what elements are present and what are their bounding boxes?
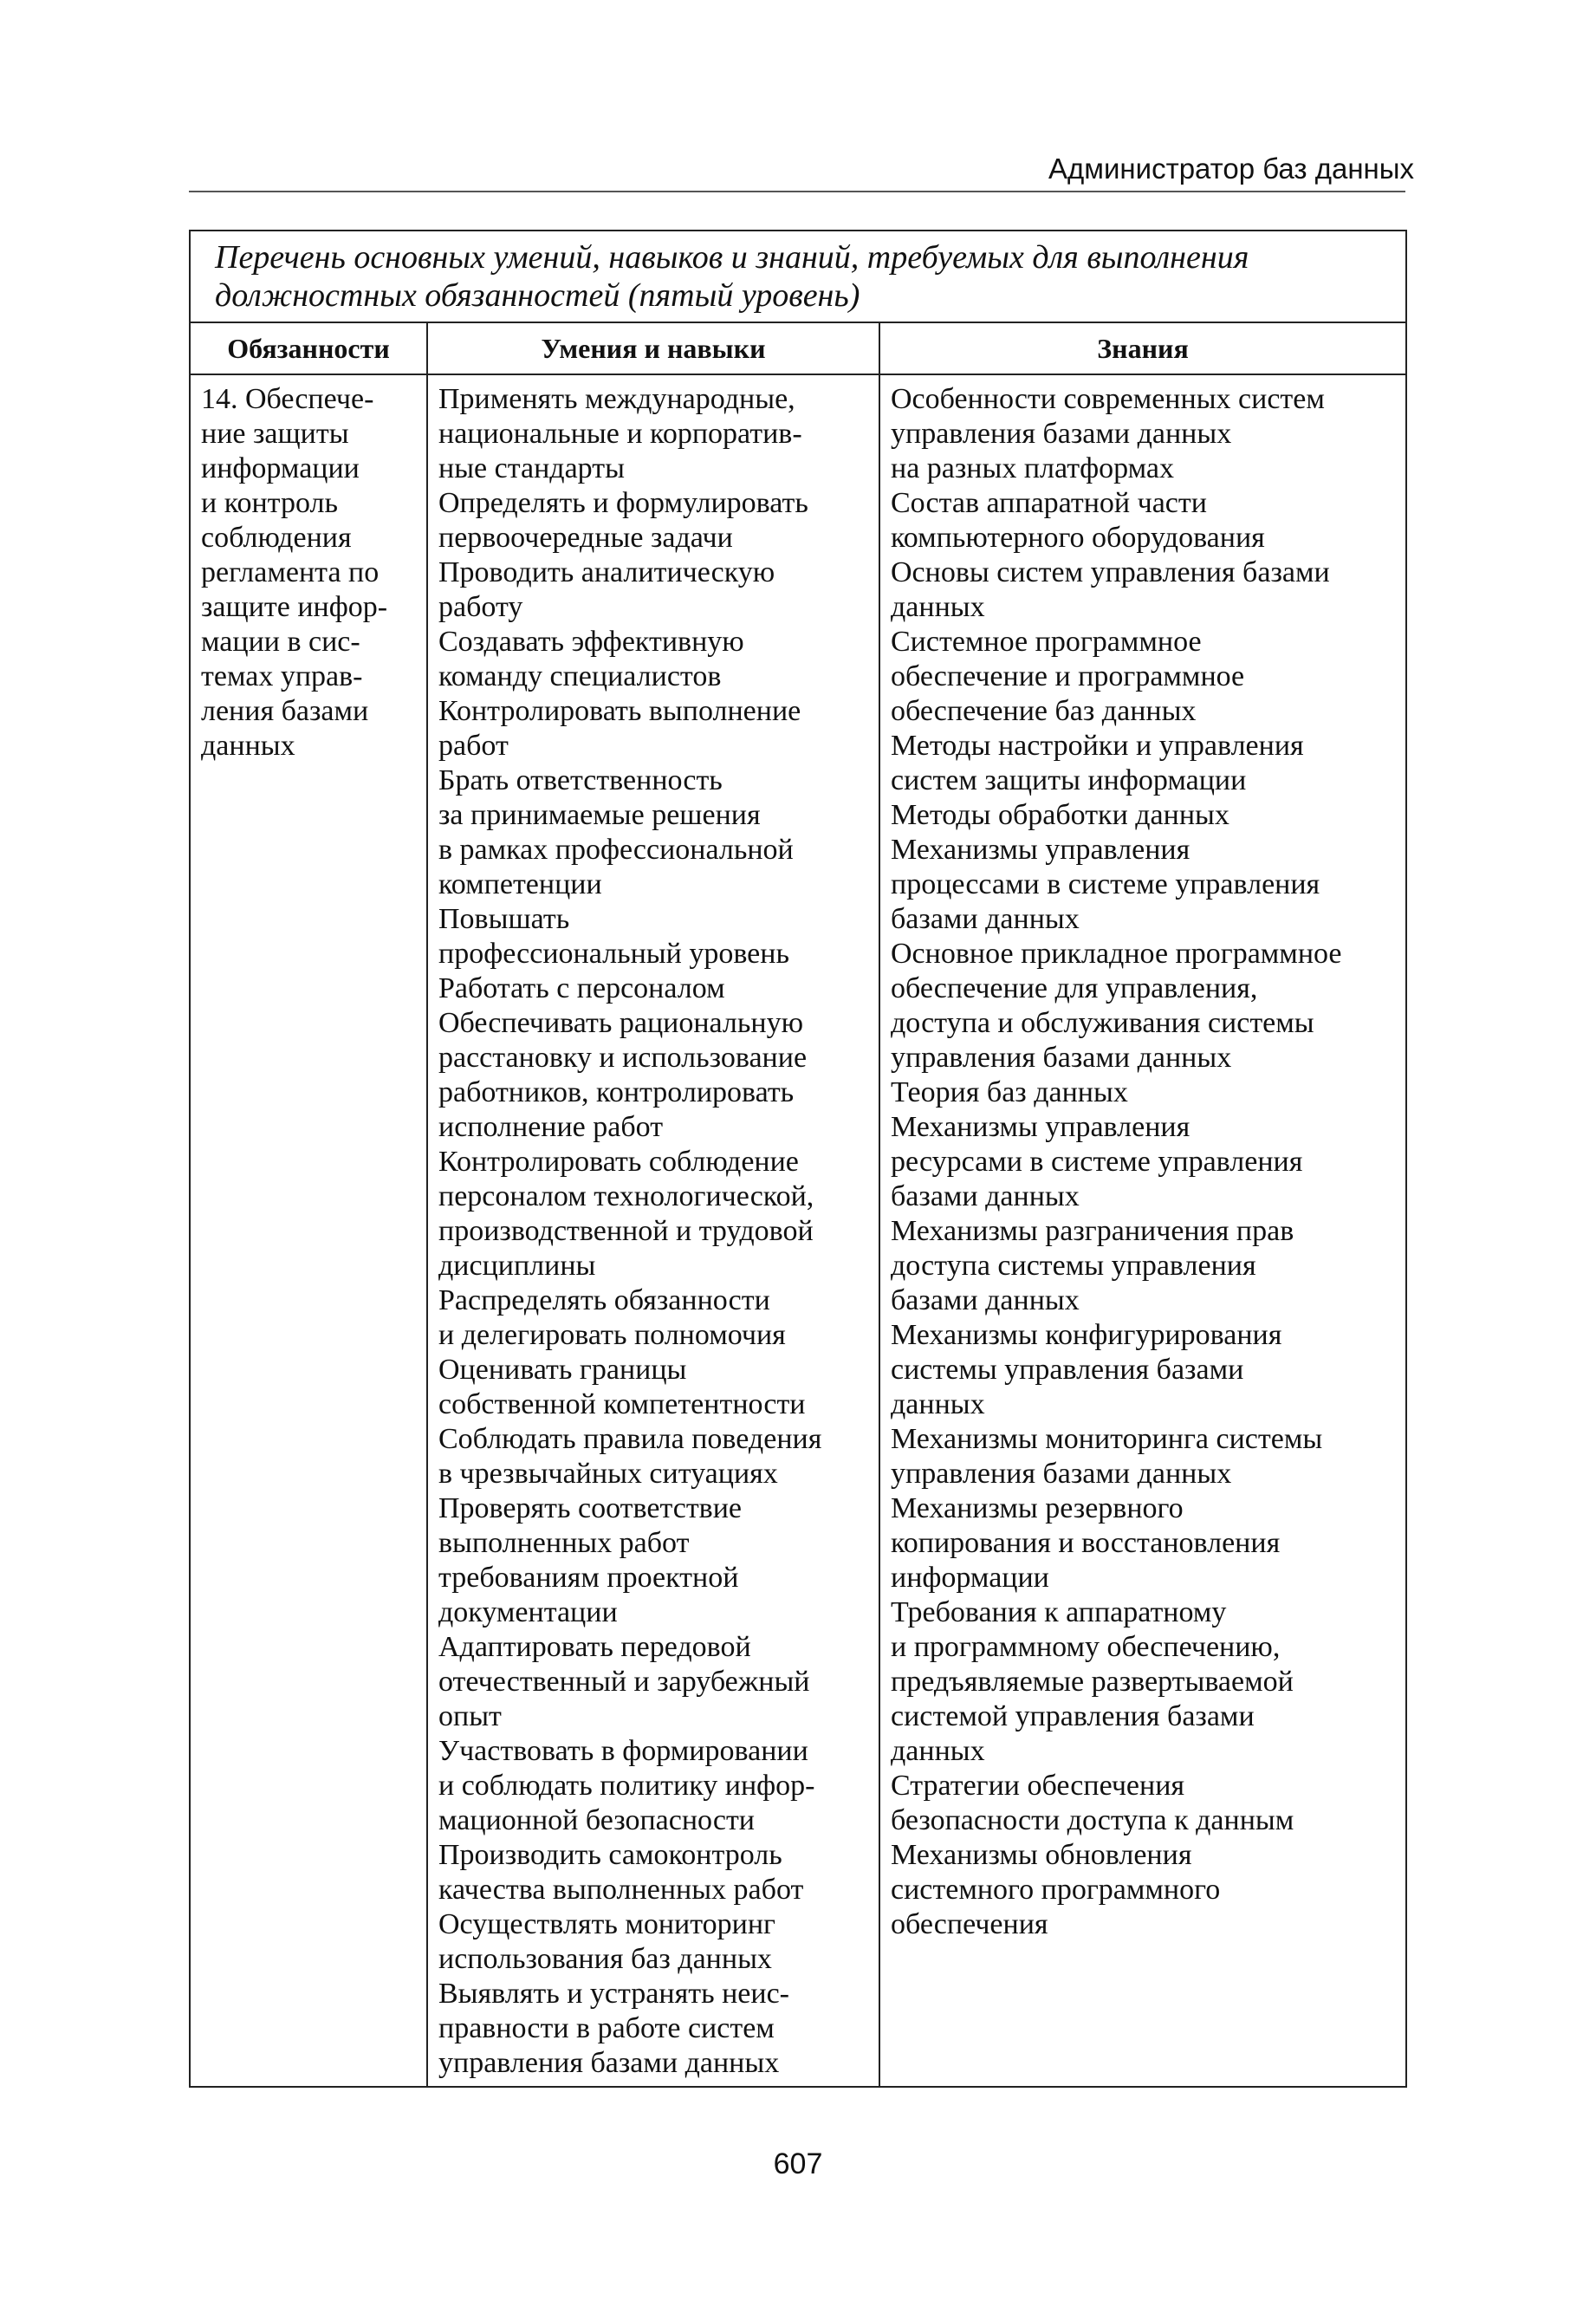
cell-line: 14. Обеспече-: [201, 383, 374, 415]
cell-line: Системное программное: [891, 626, 1202, 658]
cell-line: доступа системы управления: [891, 1250, 1256, 1282]
cell-line: Механизмы разграничения прав: [891, 1215, 1294, 1247]
cell-line: использования баз данных: [438, 1943, 772, 1975]
cell-line: мации в сис-: [201, 626, 360, 658]
cell-line: ления базами: [201, 695, 369, 727]
cell-line: Производить самоконтроль: [438, 1839, 782, 1871]
cell-line: мационной безопасности: [438, 1804, 756, 1836]
cell-line: Оценивать границы: [438, 1354, 687, 1386]
cell-line: качества выполненных работ: [438, 1874, 804, 1906]
cell-line: информации: [201, 452, 360, 484]
knowledge-cell: [879, 374, 1406, 2087]
cell-line: расстановку и использование: [438, 1042, 808, 1074]
cell-line: Определять и формулировать: [438, 487, 808, 519]
cell-line: Механизмы управления: [891, 834, 1191, 866]
column-header-duties: Обязанности: [190, 322, 427, 374]
cell-line: Методы обработки данных: [891, 799, 1229, 831]
cell-line: и программному обеспечению,: [891, 1631, 1281, 1663]
caption-line: Перечень основных умений, навыков и знаний, требуемых для выполнения: [215, 239, 1249, 276]
cell-line: ние защиты: [201, 418, 349, 450]
cell-line: данных: [891, 591, 985, 623]
cell-line: выполненных работ: [438, 1527, 690, 1559]
cell-line: Механизмы резервного: [891, 1492, 1184, 1524]
cell-line: доступа и обслуживания системы: [891, 1007, 1314, 1039]
cell-line: Основы систем управления базами: [891, 556, 1330, 588]
cell-line: Повышать: [438, 903, 570, 935]
cell-line: Теория баз данных: [891, 1076, 1128, 1108]
cell-line: Механизмы управления: [891, 1111, 1191, 1143]
caption-line: должностных обязанностей (пятый уровень): [215, 277, 860, 314]
cell-line: Механизмы обновления: [891, 1839, 1192, 1871]
cell-line: защите инфор-: [201, 591, 388, 623]
cell-line: и контроль: [201, 487, 338, 519]
cell-line: Требования к аппаратному: [891, 1596, 1227, 1628]
cell-line: управления базами данных: [438, 2047, 780, 2079]
cell-line: работников, контролировать: [438, 1076, 795, 1108]
header-rule: [189, 191, 1405, 192]
cell-line: Состав аппаратной части: [891, 487, 1207, 519]
cell-line: темах управ-: [201, 660, 363, 692]
cell-line: собственной компетентности: [438, 1388, 806, 1420]
cell-line: Распределять обязанности: [438, 1284, 770, 1316]
cell-line: Контролировать выполнение: [438, 695, 801, 727]
competency-table: [189, 230, 1405, 2088]
cell-line: безопасности доступа к данным: [891, 1804, 1294, 1836]
cell-line: отечественный и зарубежный: [438, 1666, 810, 1698]
cell-line: Стратегии обеспечения: [891, 1770, 1185, 1802]
cell-line: базами данных: [891, 1180, 1080, 1212]
cell-line: и делегировать полномочия: [438, 1319, 786, 1351]
cell-line: Основное прикладное программное: [891, 938, 1342, 970]
cell-line: Проверять соответствие: [438, 1492, 743, 1524]
cell-line: управления базами данных: [891, 1458, 1232, 1490]
cell-line: профессиональный уровень: [438, 938, 789, 970]
cell-line: регламента по: [201, 556, 380, 588]
cell-line: данных: [891, 1735, 985, 1767]
cell-line: требованиям проектной: [438, 1562, 739, 1594]
cell-line: процессами в системе управления: [891, 868, 1320, 900]
cell-line: систем защиты информации: [891, 764, 1247, 796]
cell-line: ные стандарты: [438, 452, 625, 484]
cell-line: Методы настройки и управления: [891, 730, 1304, 762]
cell-line: обеспечение баз данных: [891, 695, 1197, 727]
cell-line: производственной и трудовой: [438, 1215, 814, 1247]
cell-line: базами данных: [891, 903, 1080, 935]
cell-line: Адаптировать передовой: [438, 1631, 751, 1663]
cell-line: предъявляемые развертываемой: [891, 1666, 1294, 1698]
cell-line: Работать с персоналом: [438, 972, 725, 1004]
cell-line: Брать ответственность: [438, 764, 723, 796]
cell-line: компьютерного оборудования: [891, 522, 1265, 554]
cell-line: ресурсами в системе управления: [891, 1146, 1303, 1178]
cell-line: Обеспечивать рациональную: [438, 1007, 803, 1039]
column-header-skills: Умения и навыки: [427, 322, 879, 374]
cell-line: соблюдения: [201, 522, 352, 554]
cell-line: базами данных: [891, 1284, 1080, 1316]
cell-line: данных: [891, 1388, 985, 1420]
cell-line: системой управления базами: [891, 1700, 1255, 1732]
cell-line: Проводить аналитическую: [438, 556, 775, 588]
cell-line: Механизмы мониторинга системы: [891, 1423, 1323, 1455]
cell-line: Механизмы конфигурирования: [891, 1319, 1282, 1351]
cell-line: на разных платформах: [891, 452, 1174, 484]
cell-line: персоналом технологической,: [438, 1180, 814, 1212]
running-header: Администратор баз данных: [1048, 153, 1414, 185]
cell-line: команду специалистов: [438, 660, 722, 692]
cell-line: Осуществлять мониторинг: [438, 1908, 775, 1940]
cell-line: системного программного: [891, 1874, 1221, 1906]
cell-line: правности в работе систем: [438, 2012, 775, 2044]
cell-line: за принимаемые решения: [438, 799, 761, 831]
cell-line: дисциплины: [438, 1250, 596, 1282]
page-number: 607: [773, 2147, 823, 2180]
cell-line: Участвовать в формировании: [438, 1735, 808, 1767]
cell-line: в рамках профессиональной: [438, 834, 794, 866]
cell-line: работ: [438, 730, 509, 762]
cell-line: Особенности современных систем: [891, 383, 1325, 415]
cell-line: обеспечение для управления,: [891, 972, 1258, 1004]
cell-line: и соблюдать политику инфор-: [438, 1770, 815, 1802]
duties-cell: [190, 374, 427, 2087]
cell-line: первоочередные задачи: [438, 522, 733, 554]
cell-line: управления базами данных: [891, 1042, 1232, 1074]
cell-line: обеспечение и программное: [891, 660, 1245, 692]
cell-line: Соблюдать правила поведения: [438, 1423, 822, 1455]
cell-line: Создавать эффективную: [438, 626, 744, 658]
cell-line: Выявлять и устранять неис-: [438, 1978, 789, 2010]
cell-line: информации: [891, 1562, 1049, 1594]
cell-line: в чрезвычайных ситуациях: [438, 1458, 778, 1490]
skills-cell: [427, 374, 879, 2087]
cell-line: данных: [201, 730, 295, 762]
cell-line: национальные и корпоратив-: [438, 418, 802, 450]
cell-line: работу: [438, 591, 523, 623]
cell-line: Контролировать соблюдение: [438, 1146, 799, 1178]
cell-line: копирования и восстановления: [891, 1527, 1281, 1559]
cell-line: управления базами данных: [891, 418, 1232, 450]
cell-line: Применять международные,: [438, 383, 795, 415]
cell-line: опыт: [438, 1700, 502, 1732]
table-caption: [190, 231, 1406, 322]
column-header-knowledge: Знания: [879, 322, 1406, 374]
cell-line: документации: [438, 1596, 618, 1628]
cell-line: компетенции: [438, 868, 602, 900]
cell-line: обеспечения: [891, 1908, 1048, 1940]
cell-line: исполнение работ: [438, 1111, 664, 1143]
cell-line: системы управления базами: [891, 1354, 1244, 1386]
